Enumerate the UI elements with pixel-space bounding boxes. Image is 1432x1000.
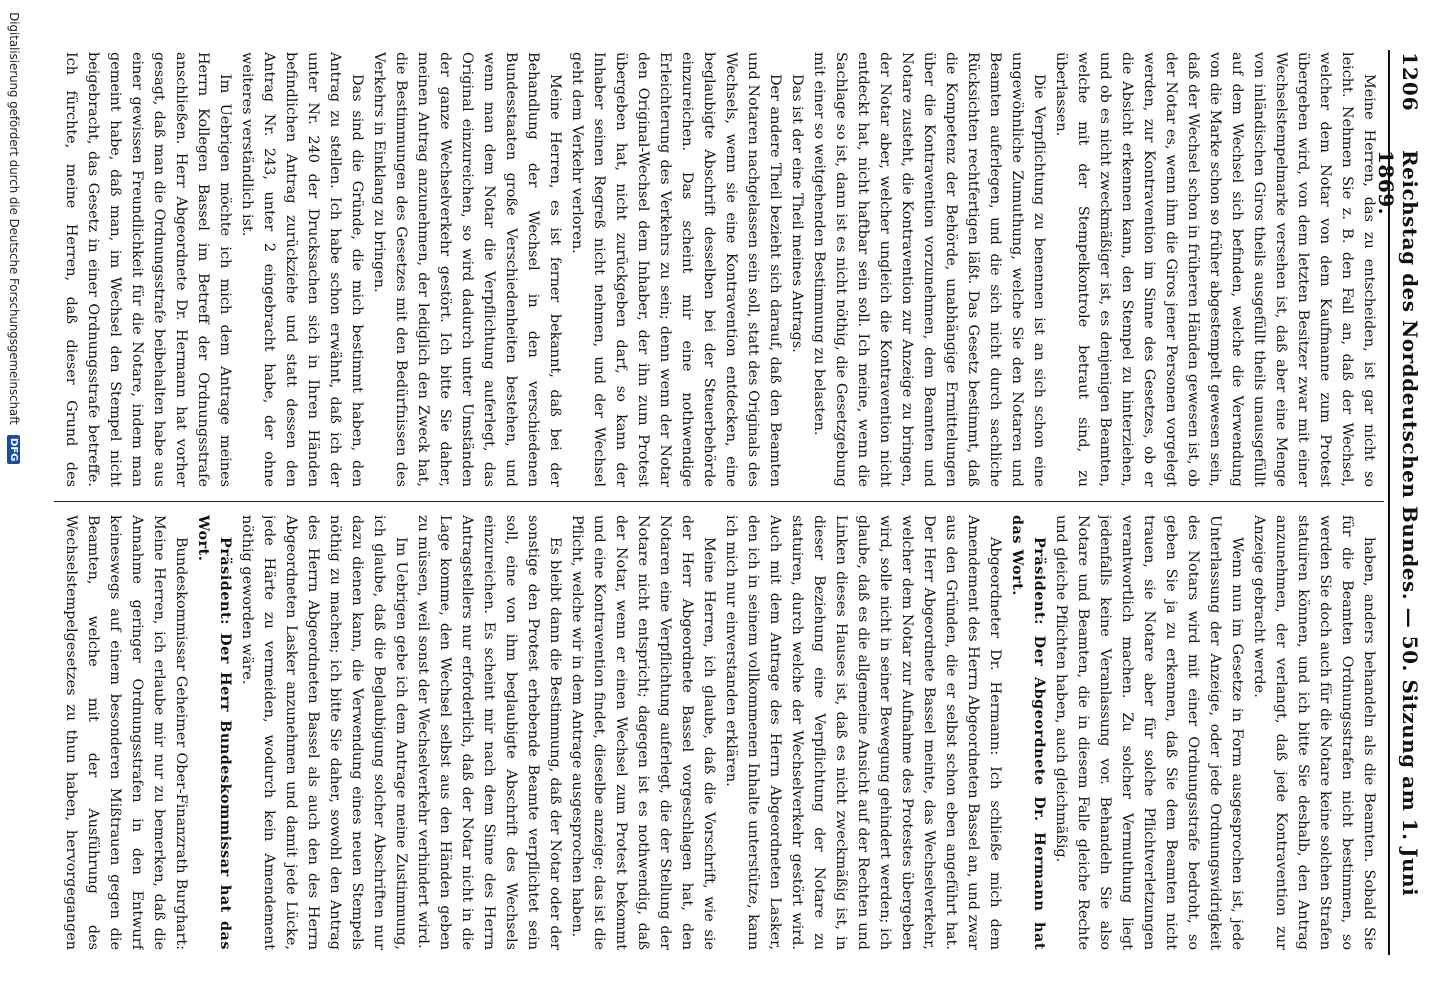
paragraph: Der andere Theil bezieht sich darauf, daß den Beamten und Notaren nachgelassen sein soll, statt des Originals des Wechsels, wenn sie eine Kontravention entdecken, eine beglaubigte Abschrift desselben bei der Steuerbehörde einzureichen. Das scheint mir eine nothwendige Erleichterung des Verkehrs zu sein; denn wenn der Notar den Original-Wechsel dem Inhaber, der ihn zum Protest übergeben hat, nicht zurückgeben darf, so kann der Inhaber seinen Regreß nicht nehmen, und der Wechsel geht dem Verkehr verloren. <box>569 52 783 487</box>
speaker-label: Präsident: Der Abgeordnete Dr. Hermann hat das Wort. <box>1009 515 1048 950</box>
column-divider <box>54 501 1384 502</box>
paragraph: Meine Herren, es ist ferner bekannt, daß bei der Behandlung der Wechsel in den verschiedenen Bundesstaaten große Verschiedenheiten bestehen, und wenn man dem Notar die Verpflichtung auferlegt, das Original einzureichen, so wird dadurch unter Umständen der ganze Wechselverkehr gestört. Ich bitte Sie daher, meinen Antrag anzunehmen, der lediglich den Zweck hat, die Bestimmungen des Gesetzes mit den Bedürfnissen des Verkehrs in Einklang zu bringen. <box>371 52 563 487</box>
page-title: Reichstag des Norddeutschen Bundes. — 50. Sitzung am 1. Juni 1869. <box>1374 150 1422 897</box>
paragraph: Wenn nun im Gesetze in Form ausgesprochen ist, jede Unterlassung der Anzeige, oder jede Ordnungswidrigkeit des Notars wird mit einer Ordnungsstrafe bedroht, so geben Sie ja zu erkennen, daß Sie dem Beamten nicht trauen, sie Notare aber für solche Pflichtverletzungen verantwortlich machen. Zu solcher Vermuthung liegt jedenfalls keine Veranlassung vor. Behandeln Sie also Notare und Beamten, die in diesem Falle gleiche Rechte und gleiche Pflichten haben, auch gleichmäßig. <box>1053 515 1245 950</box>
paragraph: Es bleibt dann die Bestimmung, daß der Notar oder der sonstige den Protest erhebende Beamte verpflichtet sein soll, eine von ihm beglaubigte Abschrift des Wechsels einzureichen. Es scheint mir nach dem Sinne des Herrn Antragstellers nur erforderlich, daß der Notar nicht in die Lage komme, den Wechsel selbst aus den Händen geben zu müssen, weil sonst der Wechselverkehr verhindert wird. <box>415 515 563 950</box>
speaker-line <box>1006 515 1050 950</box>
digitization-credit <box>7 8 21 464</box>
paragraph: Meine Herren, das zu entscheiden, ist gar nicht so leicht. Nehmen Sie z. B. den Fall an, daß der Wechsel, welcher dem Notar von dem Kaufmanne zum Protest übergeben wird, von dem letzten Besitzer zwar mit einer Wechselstempelmarke versehen ist, daß aber eine Menge von inländischen Giros theils ausgefüllt theils unausgefüllt auf dem Wechsel sich befinden, welche die Verwendung von die Marke schon so früher abgestempelt gewesen sein, daß der Wechsel schon in früheren Händen gewesen ist, ob der Notar es, wenn ihm die Giros jener Personen vorgelegt werden, zur Kontravention im Sinne des Gesetzes, ob er die Absicht erkennen kann, den Stempel zu hinterziehen, und ob es nicht zweckmäßiger ist, es denjenigen Beamten, welche mit der Stempelkontrole betraut sind, zu überlassen. <box>1053 52 1377 487</box>
paragraph: haben, anders behandeln als die Beamten. Sobald Sie für die Beamten Ordnungsstrafen nicht bestimmen, so werden Sie doch auch für die Notare keine solchen Strafen statuiren können, und ich bitte Sie deshalb, den Antrag anzunehmen, der verlangt, daß jede Kontravention zur Anzeige gebracht werde. <box>1251 515 1377 950</box>
speaker-line <box>192 515 236 950</box>
paragraph: Bundeskommissar Geheimer Ober-Finanzrath Burghart: Meine Herren, ich erlaube mir nur zu bemerken, daß die Annahme geringer Ordnungsstrafen in den Entwurf keineswegs auf einem besonderen Mißtrauen gegen die Beamten, welche mit der Ausführung des Wechselstempelgesetzes zu thun haben, hervorgegangen <box>63 515 189 950</box>
paragraph: Das ist der eine Theil meines Antrags. <box>789 74 805 353</box>
paragraph: Im Uebrigen möchte ich mich dem Antrage meines Herrn Kollegen Bassel im Betreff der Ordnungsstrafe anschließen. Herr Abgeordnete Dr. Hermann hat vorher gesagt, daß man die Ordnungsstrafe beibehalten habe aus einer gewissen Freundlichkeit für die Notare, indem man gemeint habe, daß man, im Wechsel den Stempel nicht beigebracht, das Gesetz in einer Ordnungsstrafe betreffe. Ich fürchte, meine Herren, daß dieser Grund des <box>63 52 233 487</box>
credit-text: Digitalisierung gefördert durch die Deutsche Forschungsgemeinschaft <box>7 12 21 425</box>
paragraph: Im Uebrigen gebe ich dem Antrage meine Zustimmung, ich glaube, daß die Beglaubigung solcher Abschriften nur dazu dienen kann, die Verwendung eines neuen Stempels nöthig zu machen; ich bitte Sie daher, sowohl den Antrag des Herrn Abgeordneten Bassel als auch den des Herrn Abgeordneten Lasker anzunehmen und damit jede Lücke, jede Härte zu vermeiden, wodurch kein Amendement nöthig geworden wäre. <box>239 515 409 950</box>
right-column <box>58 515 1380 950</box>
page-number: 1206 <box>1398 52 1422 112</box>
paragraph: Abgeordneter Dr. Hermann: Ich schließe mich dem Amendement des Herrn Abgeordneten Bassel an, und zwar aus den Gründen, die er selbst schon eben angeführt hat. Der Herr Abgeordnete Bassel meinte, das Wechselverkehr, welcher dem Notar zur Aufnahme des Protestes übergeben wird, solle nicht in seiner Bewegung gehindert werden; ich glaube, daß es die allgemeine Ansicht auf der Rechten und Linken dieses Hauses ist, daß es nicht zweckmäßig ist, in dieser Beziehung eine Verpflichtung der Notare zu statuiren, durch welche der Wechselverkehr gestört wird. Auch mit dem Antrage des Herrn Abgeordneten Lasker, den ich in seinem vollkommenen Inhalte unterstütze, kann ich mich nur einverstanden erklären. <box>723 515 1003 950</box>
dfg-logo: DFG <box>8 435 21 464</box>
speaker-label: Präsident: Der Herr Bundeskommissar hat das Wort. <box>195 515 234 950</box>
header-rule <box>1388 50 1390 955</box>
paragraph: Das sind die Gründe, die mich bestimmt haben, den Antrag zu stellen. Ich habe schon erwähnt, daß ich der unter Nr. 240 der Drucksachen sich in Ihren Händen befindlichen Antrag zurückziehe und statt dessen den Antrag Nr. 243, unter 2 eingebracht habe, der ohne weiteres verständlich ist. <box>239 52 365 487</box>
left-column <box>58 52 1380 487</box>
paragraph: Meine Herren, ich glaube, daß die Vorschrift, wie sie der Herr Abgeordnete Bassel vorgeschlagen hat, den Notaren eine Verpflichtung auferlegt, die der Stellung der Notare nicht entspricht; dagegen ist es nothwendig, daß der Notar, wenn er einen Wechsel zum Protest bekommt und eine Kontravention findet, dieselbe anzeige; das ist die Pflicht, welche wir in dem Antrage ausgesprochen haben. <box>569 515 717 950</box>
paragraph: Die Verpflichtung zu benennen ist an sich schon eine ungewöhnliche Zumuthung, welche Sie den Notaren und Beamten auferlegen, und die sich nicht durch sachliche Rücksichten rechtfertigen läßt. Das Gesetz bestimmt, daß die Kompetenz der Behörde, unabhängige Ermittelungen über die Kontravention vorzunehmen, dem Beamten und Notare zusteht, die Kontravention zur Anzeige zu bringen, der Notar aber, welcher ungleich die Kontravention nicht entdeckt hat, nicht haftbar sein soll. Ich meine, wenn die Sachlage so ist, dann ist es nicht nöthig, die Gesetzgebung mit einer so weitgehenden Bestimmung zu belasten. <box>811 52 1047 487</box>
